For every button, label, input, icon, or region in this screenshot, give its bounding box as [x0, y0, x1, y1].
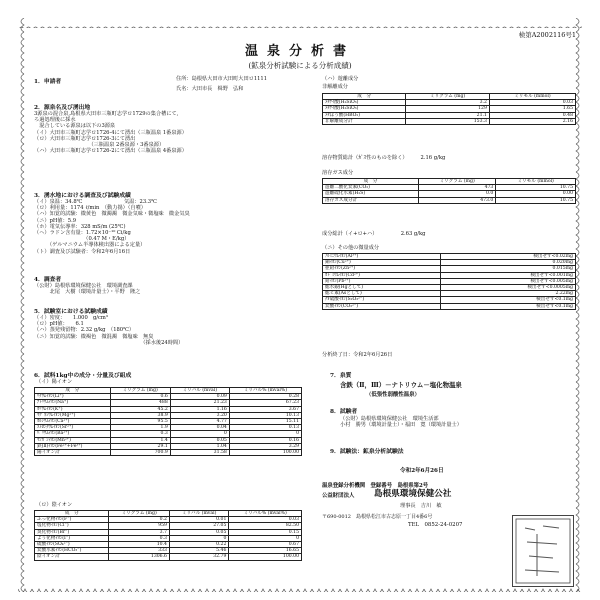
value-cell: 3.29	[229, 443, 301, 449]
corp-prefix: 公益財団法人	[322, 493, 355, 499]
value-cell: 0.3	[109, 535, 170, 541]
component-name: ｱﾙﾐﾆｳﾑｲｵﾝ(Al³⁺)	[323, 254, 441, 260]
value-cell: 検出せず<0.0005mg	[440, 285, 575, 291]
component-name: 溶存ガス成分計	[323, 197, 419, 203]
border-top	[18, 18, 582, 28]
component-name: ﾒﾀｹｲ酸(H₂SiO₃)	[323, 100, 406, 106]
table-row	[323, 118, 576, 124]
component-name: 総ヒ素(Asとして)	[323, 291, 441, 297]
value-cell: 3.67	[229, 406, 301, 412]
value-cell: 0	[170, 431, 229, 437]
text-line: （ロ）利用量：1174 ℓ/min （動力揚）（自噴）	[34, 205, 146, 212]
s7-heading: 7．泉質	[330, 373, 352, 379]
document-number: 検第A2002116号1	[518, 31, 576, 39]
component-name: ﾏﾝｶﾞﾝｲｵﾝ(Mn²⁺)	[35, 437, 111, 443]
border-left	[18, 18, 26, 592]
cation-table	[34, 387, 302, 456]
value-cell: 0.15	[229, 529, 302, 535]
column-header: 成 分	[35, 388, 111, 394]
table-row	[35, 450, 302, 456]
component-name: ｶﾄﾞﾐｳﾑｲｵﾝ(Cd²⁺)	[323, 272, 441, 278]
value-cell: 検出せず<0.001mg	[440, 272, 575, 278]
component-name: 遊離硫化水素(H₂S)	[323, 191, 419, 197]
value-cell: 10.13	[229, 412, 301, 418]
column-header: ミリバル (mval)	[170, 388, 229, 394]
value-cell: 0	[229, 535, 302, 541]
corp-tel: TEL 0852-24-0207	[408, 522, 463, 528]
text-line: （0.47 M・E/kg）	[34, 236, 130, 243]
value-cell: 1.9	[110, 425, 170, 431]
document-subtitle: (鉱泉分析試験による分析成績)	[248, 61, 352, 70]
official-seal	[512, 515, 574, 587]
value-cell: 0.16	[229, 437, 301, 443]
cation-label: （イ）陽イオン	[36, 379, 73, 385]
text-line: 3源泉の混合泉,島根県大田市三瓶町志学ロ1729の集合槽にて,	[34, 111, 179, 117]
value-cell: 38.9	[110, 412, 170, 418]
component-name: ﾏｸﾞﾈｼｳﾑｲｵﾝ(Mg²⁺)	[35, 412, 111, 418]
value-cell: 0.04	[170, 425, 229, 431]
column-header: ミリモル (mmol)	[489, 94, 575, 100]
spring-quality-sub: （低張性弱酸性温泉）	[366, 392, 420, 398]
undissoc-label: （ハ）遊離成分	[322, 76, 359, 82]
value-cell: 100.00	[229, 554, 302, 560]
value-cell: 0.03	[229, 517, 302, 523]
document-title: 温泉分析書	[244, 44, 355, 59]
text-line: （ハ）大田市三瓶町志学ロ1726-2にて湧出（三瓶温泉 4番泉源）	[34, 148, 187, 155]
table-row	[323, 303, 576, 309]
table-row	[323, 197, 576, 203]
value-cell: 10.75	[496, 197, 576, 203]
text-line: （ニ）pH値：5.9	[34, 217, 77, 224]
component-name: 陽イオン計	[35, 450, 111, 456]
text-line: （ホ）電気伝導率：328 mS/m (25℃)	[34, 223, 126, 230]
component-name: ﾒﾀほう酸(HBO₂)	[323, 112, 406, 118]
s2-lines	[34, 111, 187, 154]
value-cell: 3.2	[406, 100, 490, 106]
value-cell: 3.7	[109, 529, 170, 535]
component-name: 炭酸水素ｲｵﾝ(HCO₃⁻)	[35, 548, 109, 554]
column-header: ミリバル% (mval%)	[229, 511, 302, 517]
text-line: （ゲルマニウム半導体検出器による定量）	[34, 242, 146, 249]
value-cell: 1.04	[170, 443, 229, 449]
value-cell: 10.4	[109, 542, 170, 548]
value-cell: 0.48	[489, 112, 575, 118]
value-cell: 473.0	[419, 197, 496, 203]
text-line: （イ）大田市三瓶町志学ロ1726-4にて湧出（三瓶温泉 1番泉源）	[34, 129, 187, 136]
component-name: ﾘﾁｳﾑｲｵﾝ(Li⁺)	[35, 394, 111, 400]
value-cell: 検出せず<0.005mg	[440, 278, 575, 284]
registration: 温泉登録分析機関 登録番号 島根県第2号	[322, 483, 429, 489]
text-line: （ト）調査及び試験者：令和2年6月16日	[34, 248, 131, 255]
value-cell: 0.03	[489, 100, 575, 106]
component-name: よう化物ｲｵﾝ(I⁻)	[35, 535, 109, 541]
gas-table	[322, 178, 576, 204]
value-cell: 0	[229, 431, 301, 437]
text-line: 混合している源泉は以下の3源泉	[34, 123, 116, 130]
component-name: 銅ｲｵﾝ(Cu²⁺)	[323, 260, 441, 266]
column-header: ミリバル (mval)	[169, 511, 228, 517]
value-cell: 0	[169, 535, 228, 541]
component-name: 臭化物ｲｵﾝ(Br⁻)	[35, 529, 109, 535]
column-header: ミリグラム (mg)	[406, 94, 490, 100]
value-cell: 16.65	[229, 548, 302, 554]
value-cell: 129	[406, 106, 490, 112]
component-name: ﾊﾞﾘｳﾑｲｵﾝ(Ba²⁺)	[35, 431, 111, 437]
value-cell: 0.00	[496, 191, 576, 197]
component-name: ふっ化物ｲｵﾝ(F⁻)	[35, 517, 109, 523]
s5-lines	[34, 315, 183, 346]
column-header: ミリグラム (mg)	[110, 388, 170, 394]
text-line: （ニ）知覚的試験：微褐色 微混濁 微塩味 無臭	[34, 333, 154, 340]
value-cell: 2.22mg	[440, 291, 575, 297]
component-name: 非解離成分計	[323, 118, 406, 124]
value-cell: 700.9	[110, 450, 170, 456]
value-cell: 0.015mg	[440, 266, 575, 272]
s6-heading: 6．試料1kg中の成分・分量及び組成	[34, 373, 132, 379]
value-cell: 1.65	[489, 106, 575, 112]
value-cell: 100.00	[229, 450, 301, 456]
value-cell: 1.4	[110, 437, 170, 443]
value-cell: 0.2	[109, 517, 170, 523]
corp-name: 島根県環境保健公社	[374, 489, 452, 499]
value-cell: 5.46	[169, 548, 228, 554]
component-name: 遊離二酸化炭素(CO₂)	[323, 185, 419, 191]
s4-lines	[34, 283, 140, 295]
text-line: （ロ）大田市三瓶町志学ロ1726-3にて湧出	[34, 135, 136, 142]
value-cell: 15.11	[229, 419, 301, 425]
value-cell: 0.05	[170, 437, 229, 443]
value-cell: 1.16	[170, 406, 229, 412]
value-cell: 3.20	[170, 412, 229, 418]
s5-heading: 5．試験室における試験成績	[34, 309, 108, 315]
border-bottom	[18, 582, 582, 592]
text-line: （公財）島根県環境保健公社 環境生活部	[340, 416, 439, 422]
value-cell: 67.23	[229, 400, 301, 406]
value-cell: 333	[109, 548, 170, 554]
value-cell: 10.75	[496, 185, 576, 191]
column-header: ミリグラム (mg)	[419, 179, 496, 185]
s4-heading: 4．調査者	[34, 277, 62, 283]
value-cell: 0.0	[419, 191, 496, 197]
nonelec-table	[322, 93, 576, 125]
value-cell: 検出せず<0.02mg	[440, 254, 575, 260]
value-cell: 0.09	[170, 394, 229, 400]
component-name: ﾁｵ硫酸ｲｵﾝ(S₂O₃²⁻)	[323, 297, 441, 303]
value-cell: 2.16	[489, 118, 575, 124]
value-cell: 29.1	[110, 443, 170, 449]
value-cell: 0.6	[110, 394, 170, 400]
s8-lines	[340, 416, 462, 428]
text-line: 小村 勝男（環境計量士）・福田 寛（環境計量士）	[340, 422, 462, 429]
column-header: ミリグラム (mg)	[109, 511, 170, 517]
gas-label: 溶存ガス成分	[322, 170, 354, 176]
value-cell: 検出せず<0.1mg	[440, 297, 575, 303]
column-header: ミリモル (mmol)	[496, 179, 576, 185]
value-cell: 0.01	[169, 517, 228, 523]
component-name: 塩化物ｲｵﾝ(Cl⁻)	[35, 523, 109, 529]
s8-heading: 8．試験者	[330, 409, 358, 415]
value-cell: 0.67	[229, 542, 302, 548]
value-cell: 82.50	[229, 523, 302, 529]
text-line: （採水後24時間）	[34, 339, 184, 346]
value-cell: 32.79	[169, 554, 228, 560]
s2-heading: 2．源泉名及び湧出地	[34, 105, 91, 111]
applicant-name: 氏名：大田市長 楫野 弘和	[176, 86, 244, 92]
value-cell: 検出せず<0.1mg	[440, 303, 575, 309]
anion-label: （ロ）陰イオン	[36, 502, 73, 508]
component-name: 総水銀(Hgとして)	[323, 285, 441, 291]
text-line: （ロ）pH値： 6.1	[34, 321, 84, 328]
micro-label: （ニ）その他の微量成分	[322, 245, 380, 251]
component-name: ｶﾘｳﾑｲｵﾝ(K⁺)	[35, 406, 111, 412]
total-line: 成分総計（イ+ロ+ハ） 2.63 g/kg	[322, 231, 426, 237]
component-name: ｽﾄﾛﾝﾁｳﾑｲｵﾝ(Sr²⁺)	[35, 425, 111, 431]
component-name: 鉛ｲｵﾝ(Pb²⁺)	[323, 278, 441, 284]
value-cell: 27.05	[169, 523, 228, 529]
column-header: 成 分	[323, 94, 406, 100]
text-line: （ハ）蒸発残留物：2.32 g/kg （180℃）	[34, 327, 135, 334]
value-cell: 1306.6	[109, 554, 170, 560]
component-name: 炭酸ｲｵﾝ(CO₃²⁻)	[323, 303, 441, 309]
component-name: 鉄(Ⅱ)ｲｵﾝ(Fe²⁺+Fe³⁺)	[35, 443, 111, 449]
nonelec-label: 非解離成分	[322, 84, 348, 90]
representative: 理事長 吉川 敏	[400, 503, 442, 509]
text-line: 北尾 大樹（環境計量士）・平野 隆之	[34, 289, 141, 296]
value-cell: 95.5	[110, 419, 170, 425]
value-cell: 0.05	[169, 529, 228, 535]
value-cell: 0.28	[229, 394, 301, 400]
component-name: 陰イオン計	[35, 554, 109, 560]
column-header: 成 分	[323, 179, 419, 185]
s9-heading: 9．試験法：鉱泉分析試験法	[330, 449, 404, 455]
value-cell: 959	[109, 523, 170, 529]
applicant-address: 住所：島根県大田市大田町大田ロ1111	[176, 76, 268, 82]
value-cell: 31.58	[170, 450, 229, 456]
spring-quality: 含鉄（Ⅱ，Ⅲ）－ナトリウム－塩化物温泉	[340, 381, 462, 389]
corp-address: 〒690-0012 島根県松江市古志原一丁目4番6号	[322, 514, 433, 520]
analysis-date: 分析終了日：令和2年6月26日	[322, 352, 393, 358]
micro-table	[322, 253, 576, 310]
value-cell: 45.2	[110, 406, 170, 412]
value-cell: 21.1	[406, 112, 490, 118]
value-cell: 0.020mg	[440, 260, 575, 266]
s3-lines	[34, 199, 190, 255]
component-name: ﾒﾀｹｲ酸(H₂SiO₃)	[323, 106, 406, 112]
table-row	[35, 554, 302, 560]
anion-table	[34, 510, 302, 561]
component-name: ｶﾙｼｳﾑｲｵﾝ(Ca²⁺)	[35, 419, 111, 425]
s1-heading: 1．申請者	[34, 79, 62, 85]
component-name: ﾅﾄﾘｳﾑｲｵﾝ(Na⁺)	[35, 400, 111, 406]
value-cell: 473	[419, 185, 496, 191]
dissolved-total: 溶存物質総計（ｶﾞｽ性のものを除く） 2.16 g/kg	[322, 155, 446, 161]
value-cell: 21.23	[170, 400, 229, 406]
component-name: 亜鉛ｲｵﾝ(Zn²⁺)	[323, 266, 441, 272]
text-line: ろ過処理後に採水	[34, 117, 76, 124]
text-line: （公財）島根県環境保健公社 環境調査課	[34, 283, 133, 289]
value-cell: 4.77	[170, 419, 229, 425]
component-name: 硫酸ｲｵﾝ(SO₄²⁻)	[35, 542, 109, 548]
value-cell: 488	[110, 400, 170, 406]
value-cell: 0.22	[169, 542, 228, 548]
text-line: （イ）密度： 1.000 g/cm³	[34, 315, 108, 321]
text-line: （ハ）知覚的試験：微黄色 微濁濁 微金気味・微塩味 微金気臭	[34, 211, 190, 218]
text-line: （三瓶温泉 2番泉源・3番泉源）	[34, 142, 165, 149]
issue-date: 令和2年6月26日	[400, 468, 444, 474]
value-cell: 0.13	[229, 425, 301, 431]
column-header: 成 分	[35, 511, 109, 517]
text-line: （ヘ）ラドン含有量：1.72×10⁻¹⁰ Ci/kg	[34, 230, 131, 237]
text-line: （イ）泉温：34.8℃ 気温：23.3℃	[34, 199, 157, 205]
value-cell: 153.3	[406, 118, 490, 124]
s3-heading: 3．湧水地における調査及び試験成績	[34, 193, 131, 199]
column-header: ミリバル% (mval%)	[229, 388, 301, 394]
value-cell: 0.3	[110, 431, 170, 437]
